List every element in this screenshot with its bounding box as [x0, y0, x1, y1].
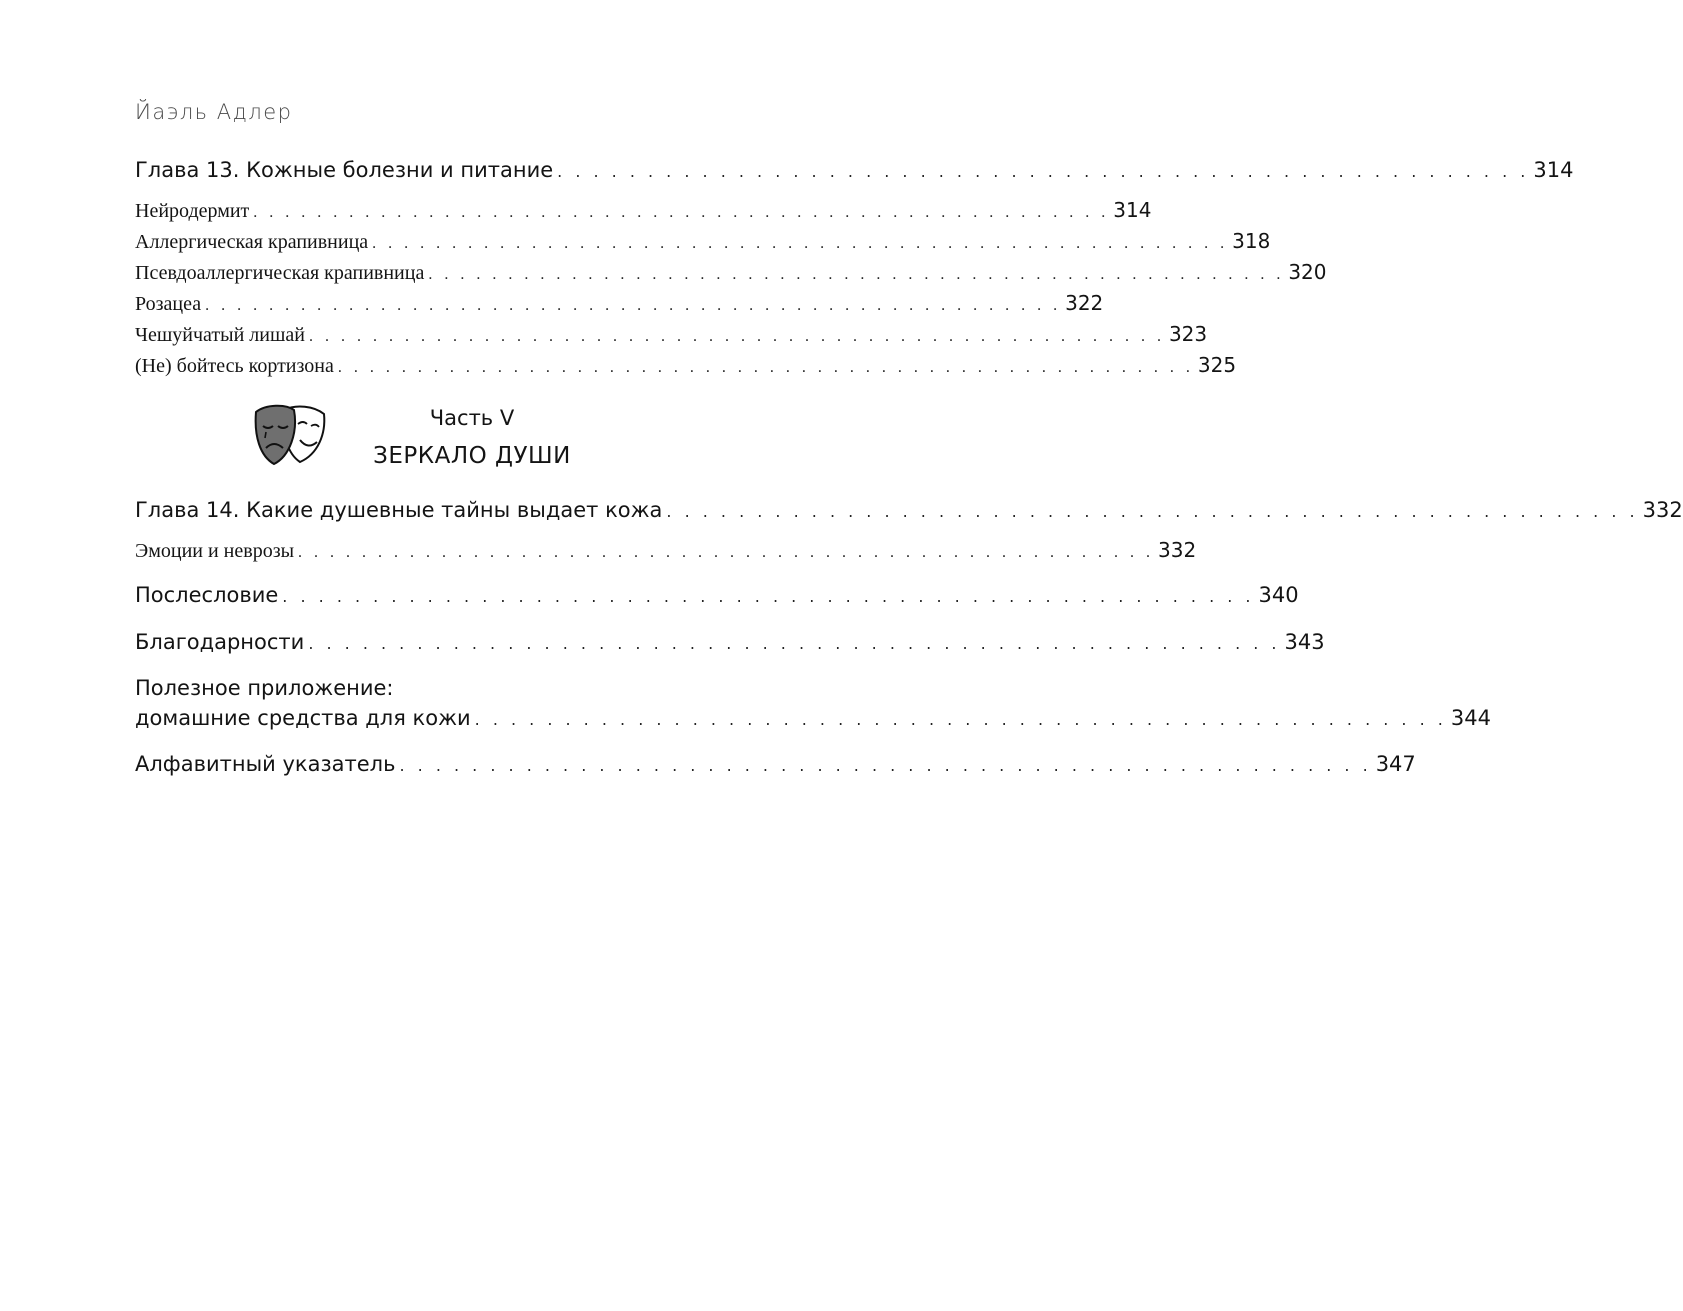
toc-page-number: 344 [1450, 706, 1491, 730]
toc-entry-title: Чешуйчатый лишай [135, 324, 305, 346]
toc-chapter-14[interactable] [135, 498, 1683, 522]
toc-section[interactable] [135, 322, 1208, 347]
toc-entry-title: Псевдоаллергическая крапивница [135, 262, 425, 284]
leader-dots: . . . . . . . . . . . . . . . . . . . . . . . . . . . . . . . . . . . . . . . . . . . . . . . . . . . . . . [399, 756, 1372, 775]
toc-section[interactable] [135, 353, 1237, 378]
toc-section[interactable] [135, 229, 1271, 254]
running-head-author: Йаэль Адлер [135, 100, 293, 124]
toc-entry-title: Эмоции и неврозы [135, 540, 295, 562]
toc-chapter-13[interactable] [135, 158, 1574, 182]
leader-dots: . . . . . . . . . . . . . . . . . . . . . . . . . . . . . . . . . . . . . . . . . . . . . . . . . . . . . . [666, 502, 1639, 521]
leader-dots: . . . . . . . . . . . . . . . . . . . . . . . . . . . . . . . . . . . . . . . . . . . . . . . . . . . . . . [474, 710, 1447, 729]
toc-page-number: 347 [1375, 752, 1416, 776]
toc-section[interactable] [135, 260, 1327, 285]
toc-entry-title-line1: Полезное приложение: [135, 676, 394, 700]
toc-page-number: 325 [1197, 353, 1237, 377]
toc-page-number: 322 [1065, 291, 1104, 315]
toc-section[interactable] [135, 538, 1197, 563]
leader-dots: . . . . . . . . . . . . . . . . . . . . . . . . . . . . . . . . . . . . . . . . . . . . . . . . . . . . . . [298, 544, 1155, 561]
toc-page-number: 314 [1113, 198, 1152, 222]
toc-section[interactable] [135, 198, 1152, 223]
leader-dots: . . . . . . . . . . . . . . . . . . . . . . . . . . . . . . . . . . . . . . . . . . . . . . . . . . . . . . [557, 162, 1530, 181]
toc-page-number: 332 [1158, 538, 1197, 562]
toc-page-number: 343 [1284, 630, 1325, 654]
leader-dots: . . . . . . . . . . . . . . . . . . . . . . . . . . . . . . . . . . . . . . . . . . . . . . . . . . . . . . [205, 297, 1062, 314]
toc-entry-title: Послесловие [135, 583, 279, 607]
toc-afterword[interactable] [135, 583, 1299, 607]
toc-entry-title: Розацеа [135, 293, 202, 315]
toc-page-number: 320 [1288, 260, 1327, 284]
toc-page-number: 332 [1642, 498, 1683, 522]
toc-index[interactable] [135, 752, 1416, 776]
leader-dots: . . . . . . . . . . . . . . . . . . . . . . . . . . . . . . . . . . . . . . . . . . . . . . . . . . . . . . [308, 634, 1281, 653]
leader-dots: . . . . . . . . . . . . . . . . . . . . . . . . . . . . . . . . . . . . . . . . . . . . . . . . . . . . . . [282, 587, 1255, 606]
part-name: ЗЕРКАЛО ДУШИ [373, 443, 571, 469]
toc-page-number: 318 [1232, 229, 1271, 253]
toc-entry-title: (Не) бойтесь кортизона [135, 355, 334, 377]
part-heading [252, 400, 592, 480]
part-label: Часть V [429, 406, 515, 430]
leader-dots: . . . . . . . . . . . . . . . . . . . . . . . . . . . . . . . . . . . . . . . . . . . . . . . . . . . . . . [428, 266, 1285, 283]
toc-entry-title: Аллергическая крапивница [135, 231, 369, 253]
leader-dots: . . . . . . . . . . . . . . . . . . . . . . . . . . . . . . . . . . . . . . . . . . . . . . . . . . . . . . [308, 328, 1165, 345]
toc-section[interactable] [135, 291, 1104, 316]
toc-entry-title: Глава 13. Кожные болезни и питание [135, 158, 554, 182]
toc-page-number: 314 [1533, 158, 1574, 182]
toc-entry-title: Глава 14. Какие душевные тайны выдает кожа [135, 498, 663, 522]
leader-dots: . . . . . . . . . . . . . . . . . . . . . . . . . . . . . . . . . . . . . . . . . . . . . . . . . . . . . . [253, 204, 1110, 221]
toc-page-number: 340 [1258, 583, 1299, 607]
toc-entry-title: Алфавитный указатель [135, 752, 396, 776]
toc-entry-title: Благодарности [135, 630, 305, 654]
leader-dots: . . . . . . . . . . . . . . . . . . . . . . . . . . . . . . . . . . . . . . . . . . . . . . . . . . . . . . [372, 235, 1229, 252]
toc-entry-title-line2: домашние средства для кожи [135, 706, 471, 730]
toc-page-number: 323 [1168, 322, 1208, 346]
toc-thanks[interactable] [135, 630, 1325, 654]
toc-appendix[interactable] [135, 676, 767, 700]
toc-appendix-line2[interactable] [135, 706, 1491, 730]
toc-entry-title: Нейродермит [135, 200, 250, 222]
leader-dots: . . . . . . . . . . . . . . . . . . . . . . . . . . . . . . . . . . . . . . . . . . . . . . . . . . . . . . [337, 359, 1194, 376]
theater-masks-icon [252, 400, 332, 470]
